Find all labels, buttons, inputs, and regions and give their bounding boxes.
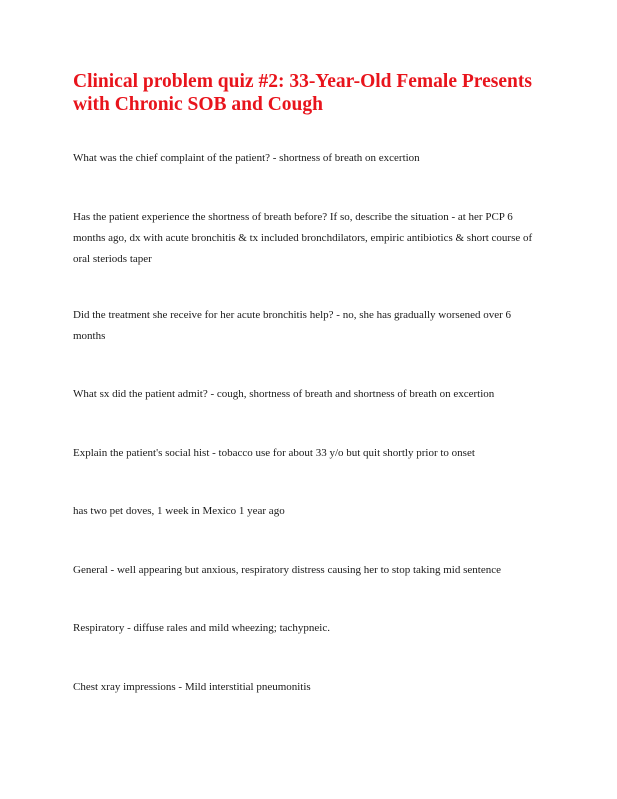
qa-item-respiratory-exam: Respiratory - diffuse rales and mild wheezing; tachypneic. [73, 622, 330, 634]
qa-item-symptoms: What sx did the patient admit? - cough, shortness of breath and shortness of breath on excertion [73, 388, 495, 400]
qa-item-treatment-response: Did the treatment she receive for her acute bronchitis help? - no, she has gradually worsened over 6 months [73, 309, 512, 342]
qa-item-exposure: has two pet doves, 1 week in Mexico 1 year ago [73, 505, 285, 517]
qa-item-chest-xray: Chest xray impressions - Mild interstitial pneumonitis [73, 681, 311, 693]
document-title: Clinical problem quiz #2: 33-Year-Old Female Presents with Chronic SOB and Cough [73, 71, 532, 115]
qa-item-chief-complaint: What was the chief complaint of the patient? - shortness of breath on excertion [73, 152, 420, 164]
qa-item-social-history: Explain the patient's social hist - tobacco use for about 33 y/o but quit shortly prior to onset [73, 447, 475, 459]
qa-item-general-exam: General - well appearing but anxious, respiratory distress causing her to stop taking mid sentence [73, 564, 501, 576]
qa-item-prior-episode: Has the patient experience the shortness of breath before? If so, describe the situation - at her PCP 6 months ago, dx with acute bronchitis & tx included bronchdilators, empiric antibiotics & short course of oral steriods taper [73, 211, 533, 265]
